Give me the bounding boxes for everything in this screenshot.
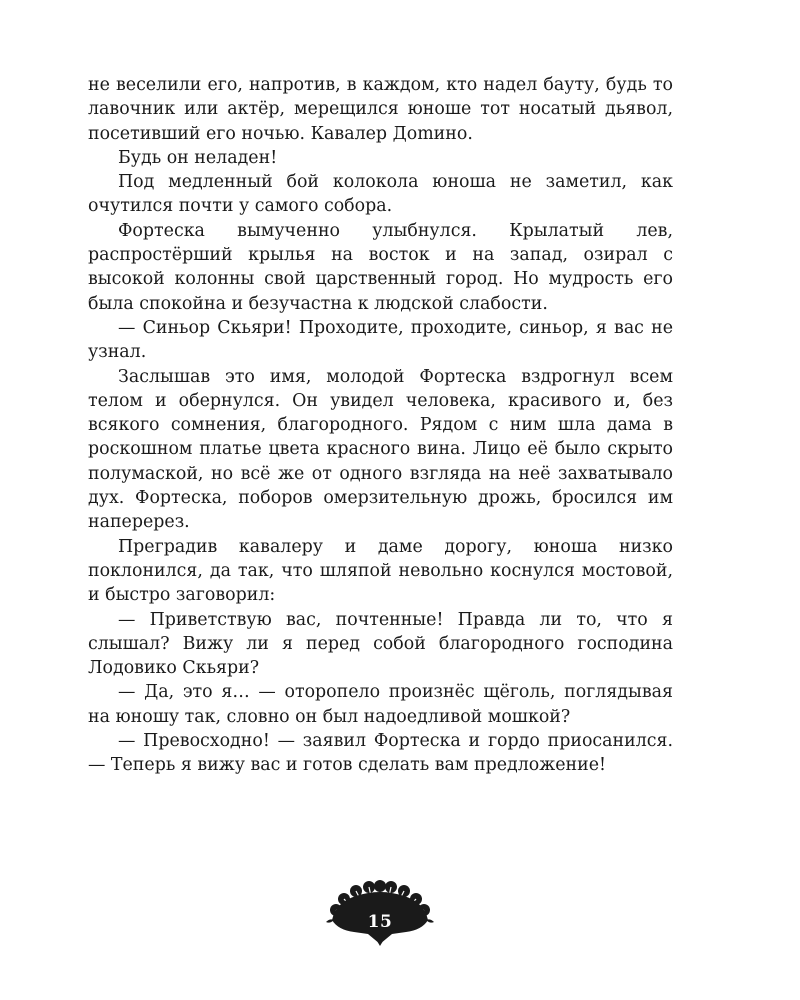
paragraph-1: не веселили его, напротив, в каждом, кто надел бауту, будь то лавочник или актёр, мерещился юноше тот носатый дьявол, посетивший его ночью. Кавалер Доmино. bbox=[88, 75, 673, 144]
paragraph-10: — Превосходно! — заявил Фортеска и гордо приосанился. — Теперь я вижу вас и готов сделать вам предложение! bbox=[88, 731, 673, 776]
paragraph-6: Заслышав это имя, молодой Фортеска вздрогнул всем телом и обернулся. Он увидел человека, красивого и, без всякого сомнения, благородного. Рядом с ним шла дама в роскошном платье цвета красного вина. Лицо её было скрыто полумаской, но всё же от одного взгляда на неё захватывало дух. Фортеска, поборов омерзительную дрожь, бросился им наперерез. bbox=[88, 366, 673, 533]
paragraph-2: Будь он неладен! bbox=[118, 147, 278, 168]
page-folio bbox=[0, 880, 800, 950]
paragraph-9: — Да, это я… — оторопело произнёс щёголь, поглядывая на юношу так, словно он был надоедливой мошкой? bbox=[88, 682, 673, 727]
paragraph-8: — Приветствую вас, почтенные! Правда ли то, что я слышал? Вижу ли я перед собой благородного господина Лодовико Скьяри? bbox=[88, 609, 673, 679]
paragraph-3: Под медленный бой колокола юноша не заметил, как очутился почти у самого собора. bbox=[88, 172, 673, 217]
paragraph-5: — Синьор Скьяри! Проходите, проходите, синьор, я вас не узнал. bbox=[88, 317, 673, 363]
paragraph-4: Фортеска вымученно улыбнулся. Крылатый лев, распростёрший крылья на восток и на запад, озирал с высокой колонны свой царственный город. Но мудрость его была спокойна и безучастна к людской слабости. bbox=[88, 220, 673, 314]
body-text bbox=[88, 73, 673, 778]
paragraph-7: Преградив кавалеру и даме дорогу, юноша низко поклонился, да так, что шляпой невольно коснулся мостовой, и быстро заговорил: bbox=[88, 536, 673, 606]
page-number: 15 bbox=[367, 912, 393, 932]
